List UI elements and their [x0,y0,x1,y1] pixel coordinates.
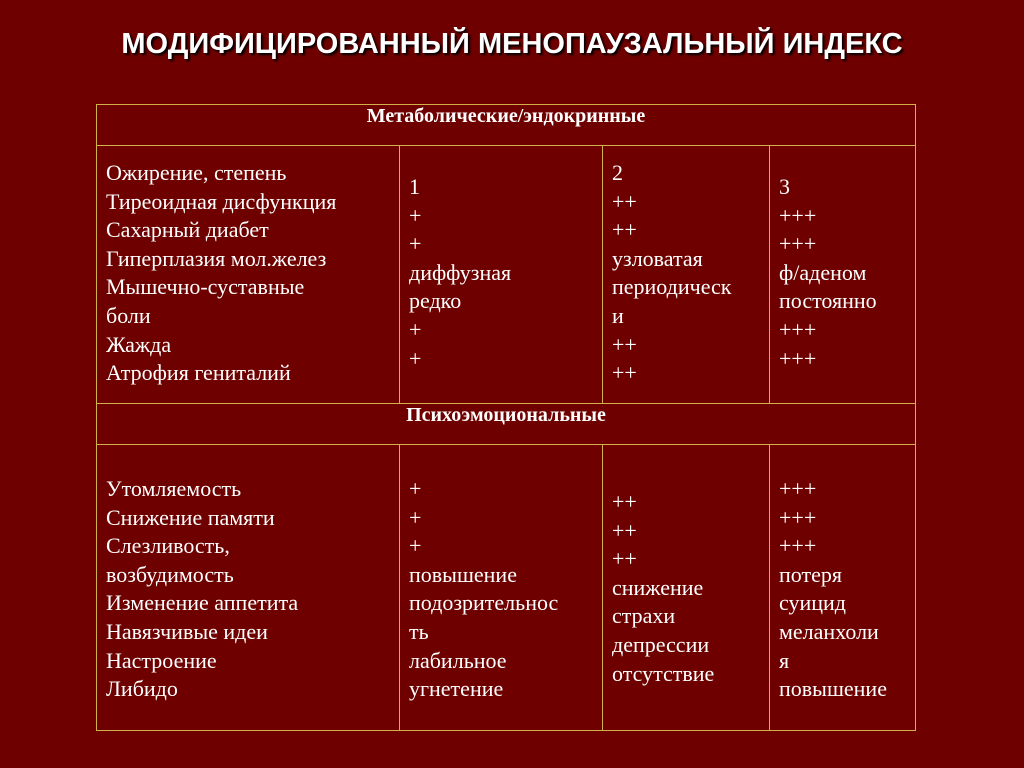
level-line: суицид [779,590,846,616]
level-line: потеря [779,561,842,587]
level-line: ++ [612,188,637,214]
section-body-row [97,146,916,404]
level-line: диффузная [409,259,512,285]
section-body-row [97,445,916,731]
level-line: +++ [779,202,817,228]
level-line: меланхоли [779,618,879,644]
level-line: угнетение [409,676,504,702]
symptom-line: Снижение памяти [106,504,275,530]
level-line: постоянно [779,288,877,314]
level-2-cell [603,146,770,404]
symptom-line: Настроение [106,647,217,673]
symptom-line: Ожирение, степень [106,160,287,185]
symptom-line: Мышечно-суставные [106,274,305,300]
level-line: 1 [409,174,420,199]
level-line: ф/аденом [779,259,867,285]
level-line: отсутствие [612,660,715,686]
level-line: ++ [612,217,637,243]
symptom-line: Слезливость, [106,533,230,559]
level-3-cell [770,445,916,731]
section-header-row [97,404,916,445]
level-1-cell [400,146,603,404]
level-line: ++ [612,517,637,543]
level-line: депрессии [612,631,710,657]
level-line: + [409,316,422,342]
level-line: снижение [612,574,704,600]
level-1-cell [400,445,603,731]
level-line: +++ [779,476,817,501]
symptom-line: возбудимость [106,561,234,587]
level-line: + [409,231,422,257]
symptom-line: Атрофия гениталий [106,360,291,386]
symptom-line: Жажда [106,331,172,357]
symptoms-cell [97,445,400,731]
level-line: лабильное [409,647,507,673]
symptom-line: Навязчивые идеи [106,618,268,644]
section-header-row [97,105,916,146]
level-line: подозрительнос [409,590,559,616]
level-line: + [409,345,422,371]
level-line: ++ [612,546,637,572]
level-line: страхи [612,603,676,629]
level-line: 2 [612,160,623,185]
symptom-line: боли [106,302,151,328]
level-line: и [612,302,624,328]
menopausal-index-table [96,104,916,731]
level-line: я [779,647,790,673]
level-line: ++ [612,331,637,357]
slide-title: МОДИФИЦИРОВАННЫЙ МЕНОПАУЗАЛЬНЫЙ ИНДЕКС [121,28,903,60]
level-line: + [409,533,422,559]
section-header-metabolic: Метаболические/эндокринные [97,105,916,146]
level-3-cell [770,146,916,404]
symptom-line: Сахарный диабет [106,217,269,243]
level-line: ть [409,618,429,644]
level-line: 3 [779,174,790,199]
symptom-line: Либидо [106,676,178,702]
level-line: периодическ [612,274,732,300]
level-line: + [409,504,422,530]
level-line: редко [409,288,462,314]
symptoms-cell [97,146,400,404]
level-line: +++ [779,231,817,257]
level-line: повышение [779,676,887,702]
level-line: + [409,476,422,501]
level-line: +++ [779,504,817,530]
level-line: +++ [779,345,817,371]
section-header-psychoemotional: Психоэмоциональные [97,404,916,445]
symptom-line: Утомляемость [106,476,242,501]
level-line: узловатая [612,245,703,271]
level-line: +++ [779,316,817,342]
level-line: ++ [612,489,637,514]
symptom-line: Изменение аппетита [106,590,299,616]
level-line: ++ [612,360,637,386]
level-line: + [409,202,422,228]
level-line: +++ [779,533,817,559]
level-line: повышение [409,561,517,587]
symptom-line: Тиреоидная дисфункция [106,188,337,214]
level-2-cell [603,445,770,731]
symptom-line: Гиперплазия мол.желез [106,245,327,271]
